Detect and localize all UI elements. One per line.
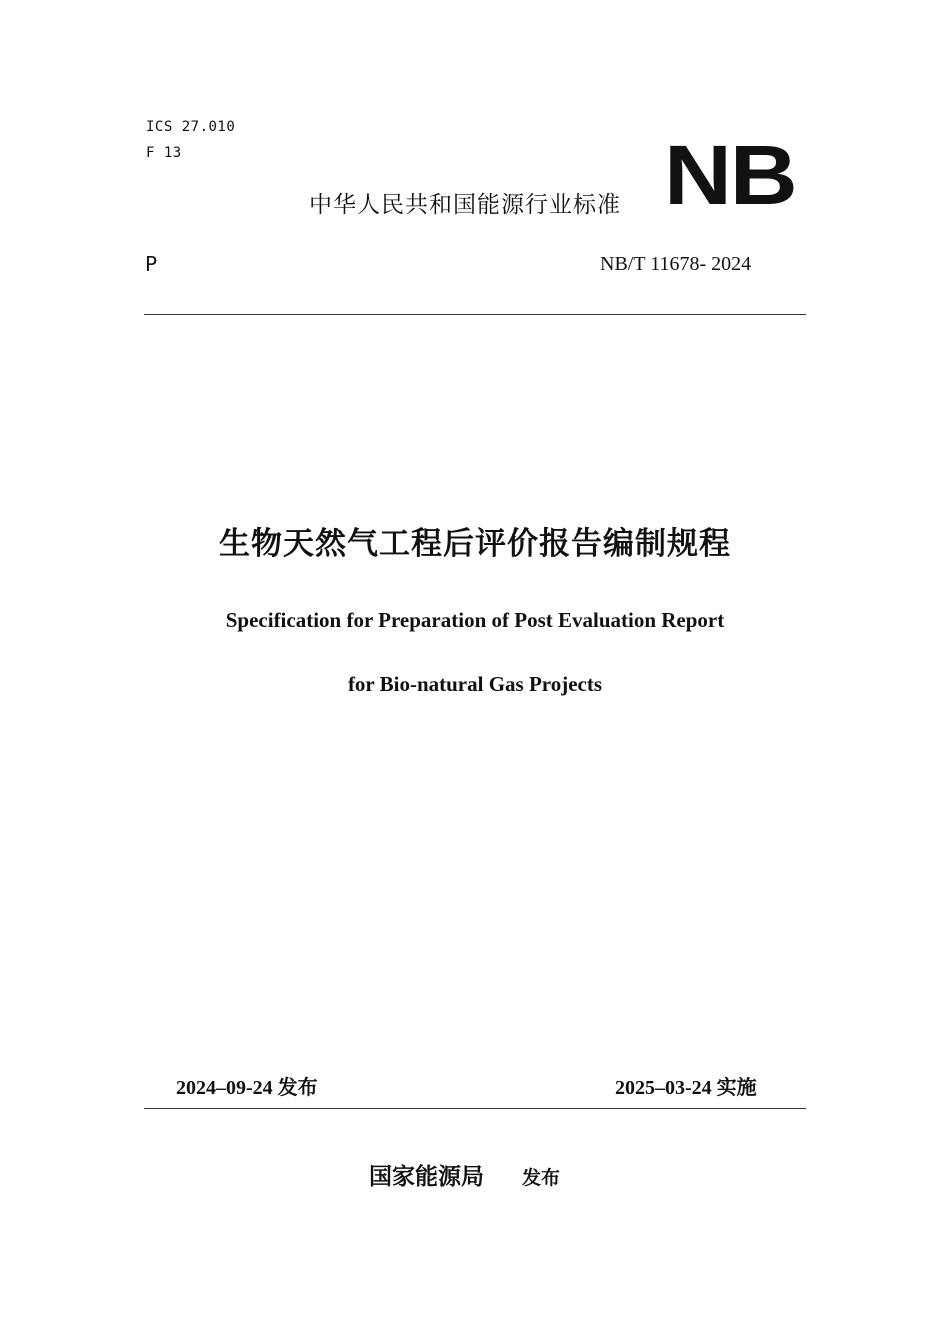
publish-label: 发布 [522, 1167, 561, 1189]
issue-date-block [176, 1071, 318, 1100]
bottom-divider [144, 1108, 806, 1109]
ccs-code: F 13 [146, 145, 182, 161]
implement-date: 2025–03-24 [615, 1077, 712, 1099]
implement-label: 实施 [716, 1075, 757, 1099]
standard-number: NB/T 11678- 2024 [600, 253, 752, 275]
issue-label: 发布 [277, 1075, 318, 1099]
ics-code: ICS 27.010 [146, 119, 236, 135]
standard-type-name: 中华人民共和国能源行业标准 [309, 192, 621, 218]
publisher: 国家能源局 [369, 1164, 484, 1190]
nb-logo: NB [664, 128, 796, 222]
top-divider [144, 314, 806, 315]
title-english-line1: Specification for Preparation of Post Evaluation Report [225, 608, 725, 632]
issue-date: 2024–09-24 [176, 1077, 273, 1099]
category-code: P [145, 252, 158, 276]
title-chinese: 生物天然气工程后评价报告编制规程 [219, 526, 731, 562]
title-english-line2: for Bio-natural Gas Projects [347, 672, 603, 696]
implement-date-block [615, 1071, 757, 1100]
